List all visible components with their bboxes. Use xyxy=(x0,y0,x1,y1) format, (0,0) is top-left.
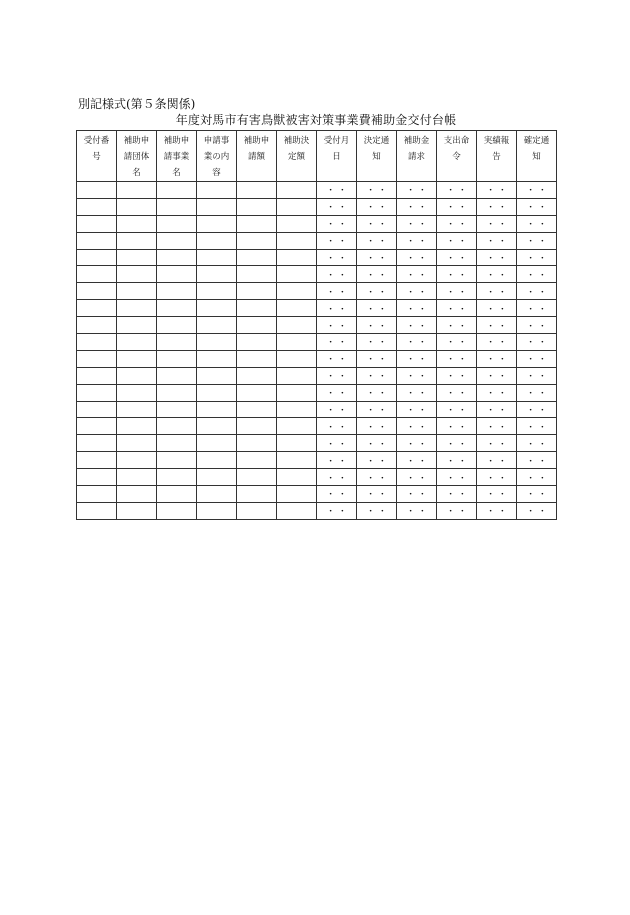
table-row xyxy=(77,452,557,469)
blank-cell xyxy=(157,452,197,469)
column-header xyxy=(437,131,477,182)
date-cell: ・ ・ xyxy=(317,266,357,283)
date-cell: ・ ・ xyxy=(477,452,517,469)
blank-cell xyxy=(117,266,157,283)
date-cell: ・ ・ xyxy=(317,418,357,435)
blank-cell xyxy=(77,300,117,317)
date-cell: ・ ・ xyxy=(357,350,397,367)
blank-cell xyxy=(77,435,117,452)
date-cell: ・ ・ xyxy=(317,198,357,215)
ledger-table xyxy=(76,130,557,520)
blank-cell xyxy=(157,232,197,249)
table-row xyxy=(77,334,557,351)
blank-cell xyxy=(157,249,197,266)
blank-cell xyxy=(277,350,317,367)
date-cell: ・ ・ xyxy=(437,384,477,401)
blank-cell xyxy=(197,486,237,503)
date-cell: ・ ・ xyxy=(477,367,517,384)
date-cell: ・ ・ xyxy=(437,266,477,283)
blank-cell xyxy=(237,350,277,367)
blank-cell xyxy=(197,182,237,199)
column-header-label: 確定通知 xyxy=(523,136,550,162)
blank-cell xyxy=(157,486,197,503)
date-cell: ・ ・ xyxy=(397,367,437,384)
table-row xyxy=(77,502,557,519)
date-cell: ・ ・ xyxy=(477,215,517,232)
blank-cell xyxy=(277,367,317,384)
blank-cell xyxy=(237,367,277,384)
blank-cell xyxy=(157,300,197,317)
date-cell: ・ ・ xyxy=(397,486,437,503)
date-cell: ・ ・ xyxy=(517,384,557,401)
blank-cell xyxy=(117,367,157,384)
column-header-label: 補助申請事業名 xyxy=(163,136,190,178)
date-cell: ・ ・ xyxy=(317,435,357,452)
date-cell: ・ ・ xyxy=(317,300,357,317)
date-cell: ・ ・ xyxy=(517,182,557,199)
date-cell: ・ ・ xyxy=(357,215,397,232)
date-cell: ・ ・ xyxy=(317,469,357,486)
date-cell: ・ ・ xyxy=(357,502,397,519)
blank-cell xyxy=(237,300,277,317)
blank-cell xyxy=(237,249,277,266)
date-cell: ・ ・ xyxy=(477,182,517,199)
date-cell: ・ ・ xyxy=(477,418,517,435)
blank-cell xyxy=(277,469,317,486)
date-cell: ・ ・ xyxy=(437,435,477,452)
date-cell: ・ ・ xyxy=(317,283,357,300)
table-row xyxy=(77,367,557,384)
date-cell: ・ ・ xyxy=(357,283,397,300)
blank-cell xyxy=(77,283,117,300)
date-cell: ・ ・ xyxy=(357,334,397,351)
table-row xyxy=(77,384,557,401)
date-cell: ・ ・ xyxy=(357,198,397,215)
date-cell: ・ ・ xyxy=(517,469,557,486)
blank-cell xyxy=(197,452,237,469)
date-cell: ・ ・ xyxy=(397,232,437,249)
date-cell: ・ ・ xyxy=(317,367,357,384)
date-cell: ・ ・ xyxy=(437,198,477,215)
date-cell: ・ ・ xyxy=(397,418,437,435)
date-cell: ・ ・ xyxy=(437,452,477,469)
blank-cell xyxy=(277,283,317,300)
date-cell: ・ ・ xyxy=(477,350,517,367)
date-cell: ・ ・ xyxy=(437,215,477,232)
blank-cell xyxy=(277,418,317,435)
blank-cell xyxy=(117,334,157,351)
table-body xyxy=(77,182,557,520)
date-cell: ・ ・ xyxy=(357,367,397,384)
blank-cell xyxy=(117,182,157,199)
date-cell: ・ ・ xyxy=(437,367,477,384)
blank-cell xyxy=(77,401,117,418)
blank-cell xyxy=(197,317,237,334)
blank-cell xyxy=(117,300,157,317)
date-cell: ・ ・ xyxy=(317,486,357,503)
blank-cell xyxy=(197,300,237,317)
column-header-label: 決定通知 xyxy=(363,136,390,162)
blank-cell xyxy=(197,249,237,266)
blank-cell xyxy=(157,215,197,232)
blank-cell xyxy=(197,418,237,435)
date-cell: ・ ・ xyxy=(357,384,397,401)
blank-cell xyxy=(77,418,117,435)
blank-cell xyxy=(157,384,197,401)
blank-cell xyxy=(157,350,197,367)
column-header-label: 受付番号 xyxy=(83,136,110,162)
date-cell: ・ ・ xyxy=(517,198,557,215)
blank-cell xyxy=(117,317,157,334)
table-row xyxy=(77,486,557,503)
column-header xyxy=(397,131,437,182)
blank-cell xyxy=(237,232,277,249)
date-cell: ・ ・ xyxy=(477,334,517,351)
column-header xyxy=(277,131,317,182)
blank-cell xyxy=(77,367,117,384)
date-cell: ・ ・ xyxy=(477,300,517,317)
column-header-label: 受付月日 xyxy=(323,136,350,162)
table-row xyxy=(77,266,557,283)
date-cell: ・ ・ xyxy=(517,215,557,232)
blank-cell xyxy=(237,384,277,401)
blank-cell xyxy=(157,266,197,283)
blank-cell xyxy=(77,486,117,503)
blank-cell xyxy=(277,249,317,266)
column-header xyxy=(237,131,277,182)
blank-cell xyxy=(77,350,117,367)
date-cell: ・ ・ xyxy=(517,367,557,384)
blank-cell xyxy=(157,401,197,418)
date-cell: ・ ・ xyxy=(517,452,557,469)
blank-cell xyxy=(197,469,237,486)
date-cell: ・ ・ xyxy=(437,502,477,519)
date-cell: ・ ・ xyxy=(397,350,437,367)
blank-cell xyxy=(157,502,197,519)
date-cell: ・ ・ xyxy=(357,182,397,199)
date-cell: ・ ・ xyxy=(477,502,517,519)
blank-cell xyxy=(277,266,317,283)
column-header-label: 補助申請団体名 xyxy=(123,136,150,178)
date-cell: ・ ・ xyxy=(397,182,437,199)
blank-cell xyxy=(277,384,317,401)
date-cell: ・ ・ xyxy=(517,350,557,367)
form-label: 別記様式(第５条関係) xyxy=(78,97,196,111)
date-cell: ・ ・ xyxy=(477,249,517,266)
column-header xyxy=(477,131,517,182)
date-cell: ・ ・ xyxy=(317,384,357,401)
blank-cell xyxy=(117,215,157,232)
date-cell: ・ ・ xyxy=(357,469,397,486)
blank-cell xyxy=(237,452,277,469)
blank-cell xyxy=(197,401,237,418)
blank-cell xyxy=(237,418,277,435)
date-cell: ・ ・ xyxy=(437,486,477,503)
date-cell: ・ ・ xyxy=(517,502,557,519)
date-cell: ・ ・ xyxy=(517,334,557,351)
blank-cell xyxy=(277,215,317,232)
date-cell: ・ ・ xyxy=(477,486,517,503)
blank-cell xyxy=(277,401,317,418)
blank-cell xyxy=(117,469,157,486)
blank-cell xyxy=(197,283,237,300)
date-cell: ・ ・ xyxy=(517,486,557,503)
table-row xyxy=(77,300,557,317)
blank-cell xyxy=(157,198,197,215)
date-cell: ・ ・ xyxy=(477,384,517,401)
table-row xyxy=(77,232,557,249)
blank-cell xyxy=(197,384,237,401)
blank-cell xyxy=(117,232,157,249)
date-cell: ・ ・ xyxy=(477,317,517,334)
date-cell: ・ ・ xyxy=(317,182,357,199)
blank-cell xyxy=(277,232,317,249)
column-header-label: 支出命令 xyxy=(443,136,470,162)
date-cell: ・ ・ xyxy=(397,198,437,215)
blank-cell xyxy=(117,401,157,418)
column-header xyxy=(357,131,397,182)
date-cell: ・ ・ xyxy=(517,435,557,452)
blank-cell xyxy=(237,469,277,486)
blank-cell xyxy=(77,384,117,401)
blank-cell xyxy=(237,435,277,452)
column-header xyxy=(117,131,157,182)
date-cell: ・ ・ xyxy=(477,283,517,300)
blank-cell xyxy=(77,266,117,283)
blank-cell xyxy=(277,182,317,199)
blank-cell xyxy=(117,283,157,300)
column-header xyxy=(77,131,117,182)
blank-cell xyxy=(77,317,117,334)
date-cell: ・ ・ xyxy=(397,249,437,266)
blank-cell xyxy=(117,384,157,401)
blank-cell xyxy=(237,266,277,283)
blank-cell xyxy=(197,350,237,367)
date-cell: ・ ・ xyxy=(517,249,557,266)
date-cell: ・ ・ xyxy=(317,401,357,418)
blank-cell xyxy=(157,182,197,199)
blank-cell xyxy=(117,486,157,503)
date-cell: ・ ・ xyxy=(397,384,437,401)
date-cell: ・ ・ xyxy=(317,317,357,334)
date-cell: ・ ・ xyxy=(437,232,477,249)
blank-cell xyxy=(77,198,117,215)
blank-cell xyxy=(117,350,157,367)
blank-cell xyxy=(277,502,317,519)
date-cell: ・ ・ xyxy=(437,418,477,435)
column-header-label: 申請事業の内容 xyxy=(203,136,230,178)
blank-cell xyxy=(157,469,197,486)
date-cell: ・ ・ xyxy=(357,300,397,317)
date-cell: ・ ・ xyxy=(437,300,477,317)
date-cell: ・ ・ xyxy=(397,215,437,232)
date-cell: ・ ・ xyxy=(437,401,477,418)
blank-cell xyxy=(197,266,237,283)
date-cell: ・ ・ xyxy=(517,266,557,283)
blank-cell xyxy=(157,435,197,452)
blank-cell xyxy=(197,232,237,249)
blank-cell xyxy=(157,367,197,384)
blank-cell xyxy=(77,502,117,519)
blank-cell xyxy=(277,486,317,503)
blank-cell xyxy=(197,198,237,215)
date-cell: ・ ・ xyxy=(397,283,437,300)
table-row xyxy=(77,182,557,199)
blank-cell xyxy=(117,502,157,519)
blank-cell xyxy=(117,249,157,266)
column-header-label: 補助申請額 xyxy=(243,136,270,162)
document-title: 年度対馬市有害鳥獣被害対策事業費補助金交付台帳 xyxy=(175,113,457,127)
date-cell: ・ ・ xyxy=(317,502,357,519)
date-cell: ・ ・ xyxy=(477,401,517,418)
blank-cell xyxy=(77,232,117,249)
table-row xyxy=(77,317,557,334)
date-cell: ・ ・ xyxy=(437,249,477,266)
date-cell: ・ ・ xyxy=(317,215,357,232)
blank-cell xyxy=(237,198,277,215)
blank-cell xyxy=(77,469,117,486)
blank-cell xyxy=(117,435,157,452)
blank-cell xyxy=(277,300,317,317)
date-cell: ・ ・ xyxy=(437,317,477,334)
date-cell: ・ ・ xyxy=(477,198,517,215)
date-cell: ・ ・ xyxy=(397,502,437,519)
date-cell: ・ ・ xyxy=(357,418,397,435)
date-cell: ・ ・ xyxy=(517,401,557,418)
blank-cell xyxy=(77,452,117,469)
blank-cell xyxy=(237,317,277,334)
date-cell: ・ ・ xyxy=(397,300,437,317)
blank-cell xyxy=(197,215,237,232)
date-cell: ・ ・ xyxy=(437,182,477,199)
blank-cell xyxy=(157,334,197,351)
blank-cell xyxy=(77,249,117,266)
date-cell: ・ ・ xyxy=(437,350,477,367)
column-header-label: 実績報告 xyxy=(483,136,510,162)
date-cell: ・ ・ xyxy=(477,266,517,283)
column-header xyxy=(317,131,357,182)
blank-cell xyxy=(277,334,317,351)
blank-cell xyxy=(197,367,237,384)
date-cell: ・ ・ xyxy=(317,334,357,351)
blank-cell xyxy=(277,435,317,452)
date-cell: ・ ・ xyxy=(397,334,437,351)
blank-cell xyxy=(277,452,317,469)
table-row xyxy=(77,215,557,232)
column-header xyxy=(197,131,237,182)
table-row xyxy=(77,249,557,266)
blank-cell xyxy=(237,215,277,232)
blank-cell xyxy=(157,317,197,334)
blank-cell xyxy=(197,334,237,351)
blank-cell xyxy=(237,334,277,351)
column-header-label: 補助金請求 xyxy=(403,136,430,162)
blank-cell xyxy=(277,198,317,215)
date-cell: ・ ・ xyxy=(397,435,437,452)
date-cell: ・ ・ xyxy=(317,350,357,367)
date-cell: ・ ・ xyxy=(517,300,557,317)
blank-cell xyxy=(197,435,237,452)
table-row xyxy=(77,350,557,367)
blank-cell xyxy=(237,486,277,503)
table-row xyxy=(77,401,557,418)
date-cell: ・ ・ xyxy=(357,249,397,266)
table-header-row xyxy=(77,131,557,182)
blank-cell xyxy=(117,452,157,469)
date-cell: ・ ・ xyxy=(437,283,477,300)
blank-cell xyxy=(157,418,197,435)
table-row xyxy=(77,283,557,300)
date-cell: ・ ・ xyxy=(357,486,397,503)
date-cell: ・ ・ xyxy=(317,249,357,266)
date-cell: ・ ・ xyxy=(357,452,397,469)
column-header xyxy=(517,131,557,182)
date-cell: ・ ・ xyxy=(357,232,397,249)
date-cell: ・ ・ xyxy=(517,317,557,334)
date-cell: ・ ・ xyxy=(437,469,477,486)
date-cell: ・ ・ xyxy=(397,266,437,283)
date-cell: ・ ・ xyxy=(357,317,397,334)
blank-cell xyxy=(237,401,277,418)
blank-cell xyxy=(197,502,237,519)
date-cell: ・ ・ xyxy=(477,469,517,486)
date-cell: ・ ・ xyxy=(477,232,517,249)
date-cell: ・ ・ xyxy=(317,232,357,249)
blank-cell xyxy=(237,283,277,300)
blank-cell xyxy=(77,334,117,351)
blank-cell xyxy=(237,182,277,199)
table-row xyxy=(77,435,557,452)
table-row xyxy=(77,418,557,435)
date-cell: ・ ・ xyxy=(397,469,437,486)
blank-cell xyxy=(77,182,117,199)
date-cell: ・ ・ xyxy=(397,401,437,418)
column-header xyxy=(157,131,197,182)
date-cell: ・ ・ xyxy=(397,317,437,334)
date-cell: ・ ・ xyxy=(437,334,477,351)
blank-cell xyxy=(117,198,157,215)
blank-cell xyxy=(77,215,117,232)
table-row xyxy=(77,198,557,215)
date-cell: ・ ・ xyxy=(397,452,437,469)
date-cell: ・ ・ xyxy=(357,401,397,418)
blank-cell xyxy=(157,283,197,300)
date-cell: ・ ・ xyxy=(357,266,397,283)
date-cell: ・ ・ xyxy=(357,435,397,452)
date-cell: ・ ・ xyxy=(517,232,557,249)
table-row xyxy=(77,469,557,486)
column-header-label: 補助決定額 xyxy=(283,136,310,162)
date-cell: ・ ・ xyxy=(517,418,557,435)
blank-cell xyxy=(277,317,317,334)
blank-cell xyxy=(117,418,157,435)
date-cell: ・ ・ xyxy=(517,283,557,300)
date-cell: ・ ・ xyxy=(477,435,517,452)
date-cell: ・ ・ xyxy=(317,452,357,469)
blank-cell xyxy=(237,502,277,519)
